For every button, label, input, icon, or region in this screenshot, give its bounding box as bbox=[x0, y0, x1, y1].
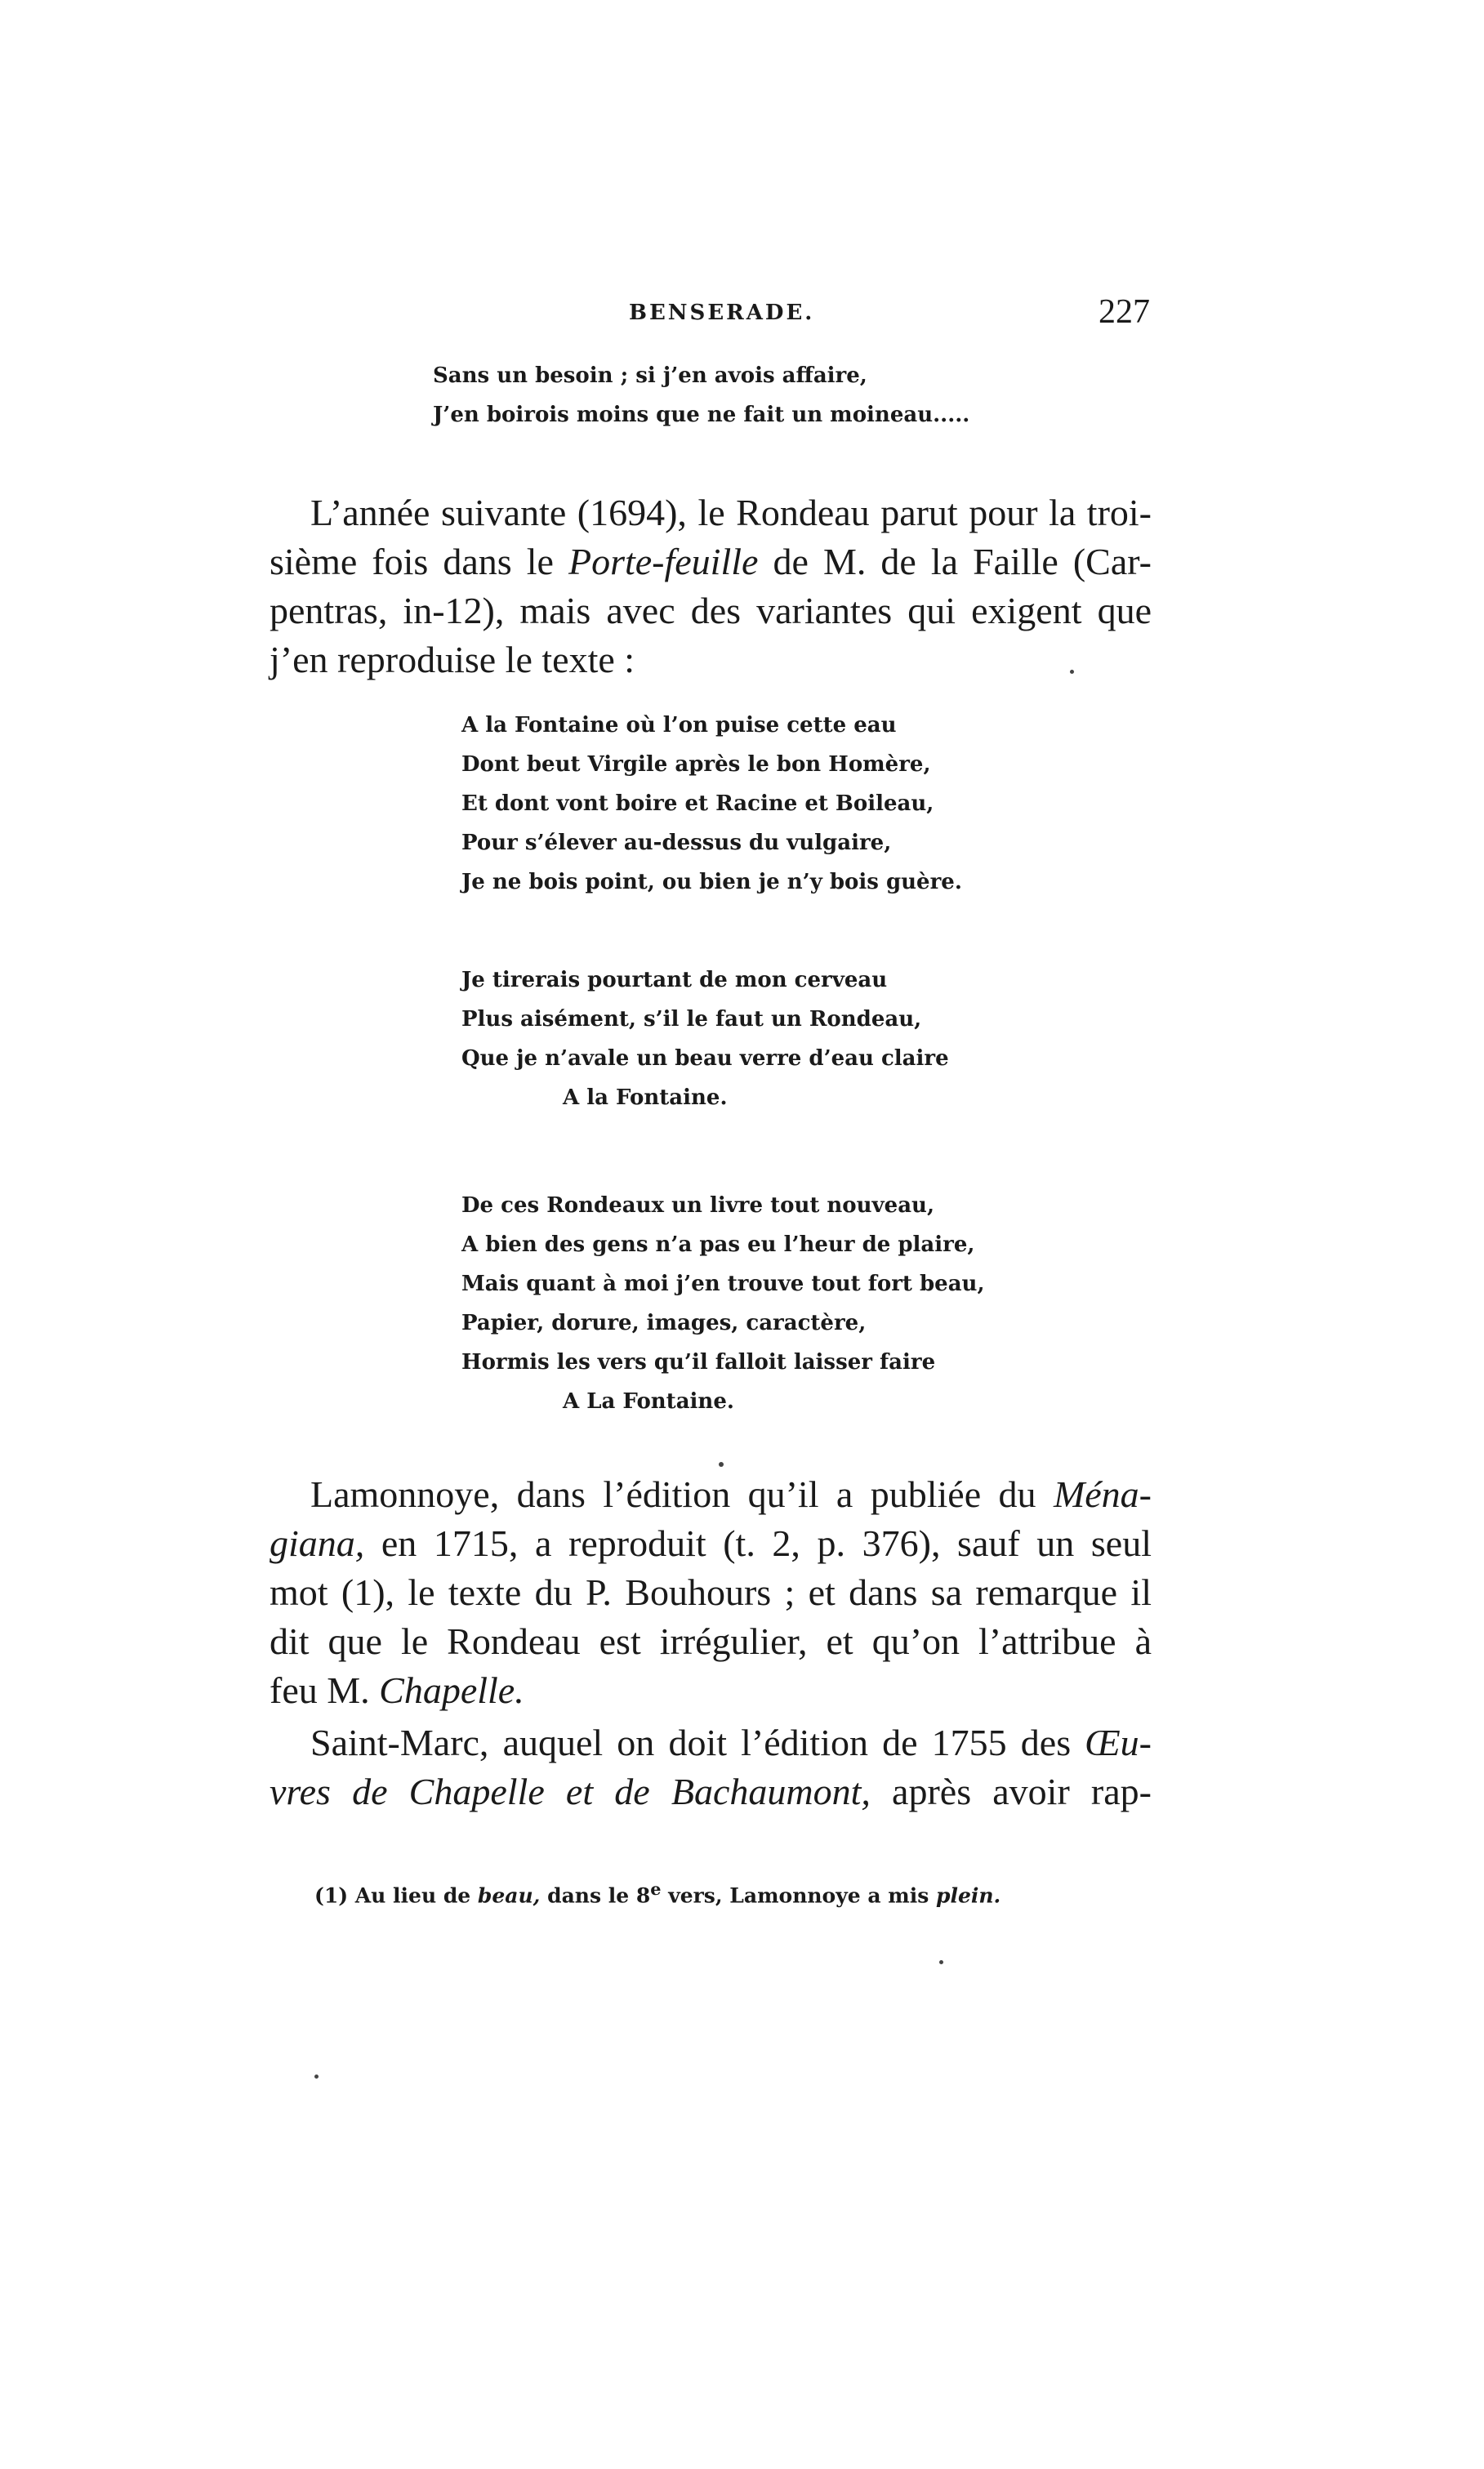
verse-line: Je tirerais pourtant de mon cerveau bbox=[461, 968, 888, 992]
footnote-marker: (1) bbox=[314, 1883, 349, 1908]
paper-speck bbox=[939, 1960, 943, 1964]
verse-quotation bbox=[433, 356, 969, 435]
paper-speck bbox=[1070, 670, 1074, 674]
verse-refrain: A la Fontaine. bbox=[563, 1085, 728, 1110]
page-number: 227 bbox=[1099, 293, 1150, 331]
verse-line: Et dont vont boire et Racine et Boileau, bbox=[461, 791, 934, 816]
paragraph-1 bbox=[270, 488, 1152, 684]
verse-line: A la Fontaine où l’on puise cette eau bbox=[461, 713, 897, 738]
text-line: j’en reproduise le texte : bbox=[270, 639, 635, 680]
verse-line: De ces Rondeaux un livre tout nouveau, bbox=[461, 1193, 935, 1218]
paragraph-3 bbox=[270, 1718, 1152, 1816]
verse-line: Dont beut Virgile après le bon Homère, bbox=[461, 752, 931, 777]
rondeau-stanza-2 bbox=[461, 960, 949, 1117]
running-title: BENSERADE. bbox=[629, 301, 815, 325]
text-line: feu M. Chapelle. bbox=[270, 1669, 524, 1711]
text-line: Lamonnoye, dans l’édition qu’il a publiée du Ména- bbox=[310, 1473, 1152, 1515]
text-line: sième fois dans le Porte-feuille de M. de la Faille (Car- bbox=[270, 541, 1152, 582]
verse-line: Sans un besoin ; si j’en avois affaire, bbox=[433, 363, 867, 388]
text-line: Saint-Marc, auquel on doit l’édition de 1755 des Œu- bbox=[310, 1722, 1152, 1763]
paper-speck bbox=[719, 1462, 724, 1467]
verse-line: Que je n’avale un beau verre d’eau claire bbox=[461, 1046, 949, 1071]
text-line: giana, en 1715, a reproduit (t. 2, p. 376), sauf un seul bbox=[270, 1522, 1152, 1564]
footnote: (1) Au lieu de beau, dans le 8e vers, Lamonnoye a mis plein. bbox=[314, 1878, 1001, 1908]
rondeau-stanza-3 bbox=[461, 1186, 985, 1421]
verse-line: Hormis les vers qu’il falloit laisser faire bbox=[461, 1350, 936, 1375]
title-porte-feuille: Porte-feuille bbox=[568, 541, 759, 582]
text-line: vres de Chapelle et de Bachaumont, après avoir rap- bbox=[270, 1771, 1152, 1812]
text-line: dit que le Rondeau est irrégulier, et qu’on l’attribue à bbox=[270, 1620, 1152, 1662]
paper-speck bbox=[314, 2075, 319, 2079]
verse-line: J’en boirois moins que ne fait un moineau..... bbox=[433, 403, 970, 427]
verse-line: Papier, dorure, images, caractère, bbox=[461, 1311, 867, 1335]
verse-line: Mais quant à moi j’en trouve tout fort beau, bbox=[461, 1272, 985, 1296]
verse-line: Je ne bois point, ou bien je n’y bois guère. bbox=[461, 870, 962, 894]
verse-refrain: A La Fontaine. bbox=[563, 1389, 734, 1414]
text-line: mot (1), le texte du P. Bouhours ; et dans sa remarque il bbox=[270, 1571, 1152, 1613]
verse-line: Pour s’élever au-dessus du vulgaire, bbox=[461, 831, 892, 855]
verse-line: Plus aisément, s’il le faut un Rondeau, bbox=[461, 1007, 922, 1032]
verse-line: A bien des gens n’a pas eu l’heur de plaire, bbox=[461, 1232, 975, 1257]
rondeau-stanza-1 bbox=[461, 706, 962, 902]
text-line: pentras, in-12), mais avec des variantes qui exigent que bbox=[270, 590, 1152, 631]
text-line: L’année suivante (1694), le Rondeau parut pour la troi- bbox=[310, 492, 1152, 533]
paragraph-2 bbox=[270, 1470, 1152, 1715]
